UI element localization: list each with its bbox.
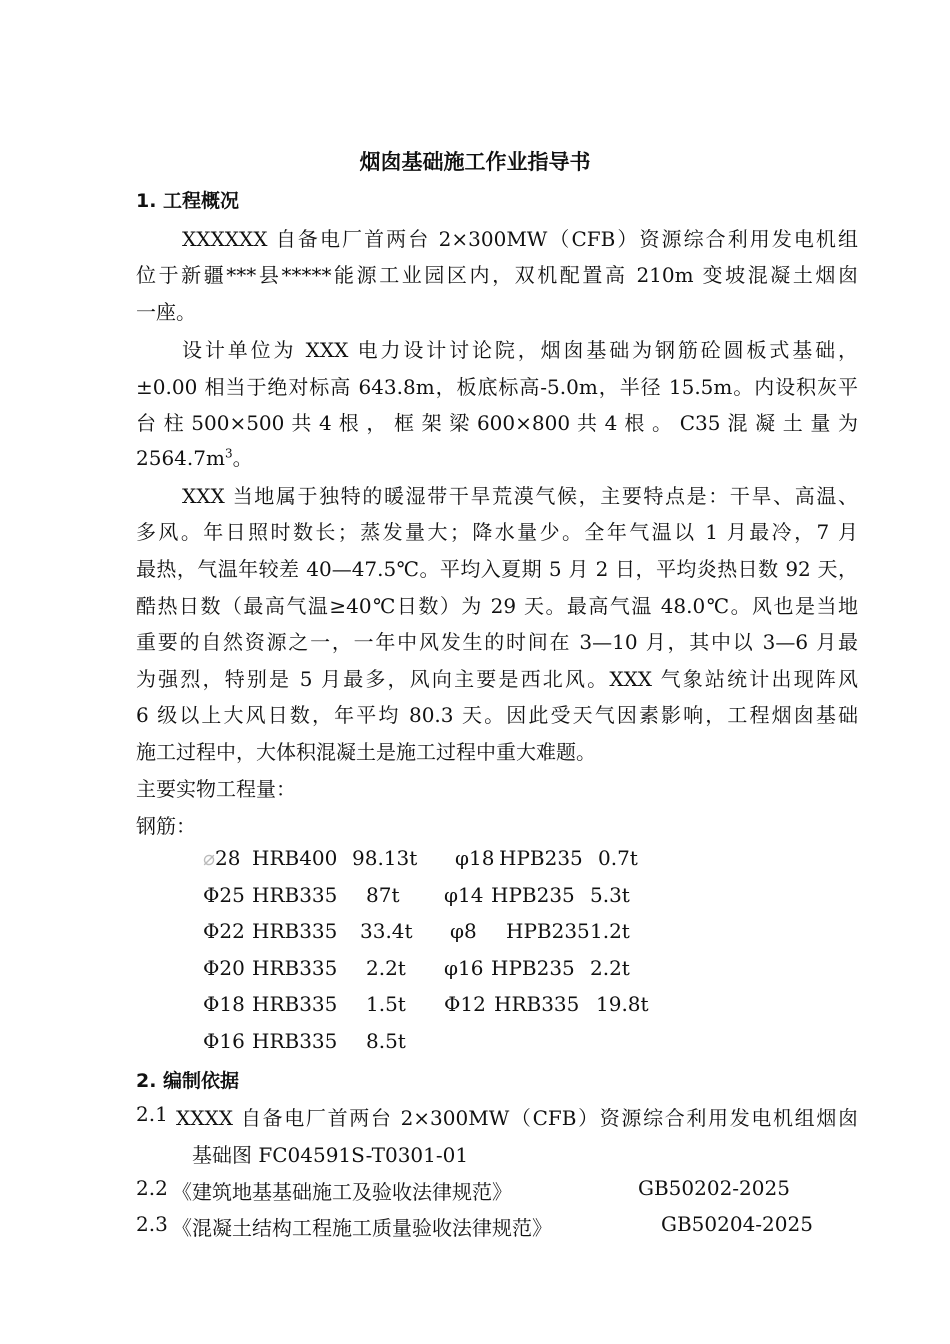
reference-number: 2.3 xyxy=(136,1212,168,1236)
rebar-diameter: φ16 xyxy=(444,956,484,980)
reference-text: 《建筑地基基础施工及验收法律规范》 xyxy=(172,1180,512,1204)
rebar-diameter: φ14 xyxy=(444,883,484,907)
document-title: 烟囱基础施工作业指导书 xyxy=(359,150,591,174)
reference-number: 2.1 xyxy=(136,1102,168,1126)
rebar-diameter: φ18 xyxy=(455,846,495,870)
section-2-heading: 2. 编制依据 xyxy=(136,1070,240,1092)
concrete-volume-value: 2564.7m xyxy=(136,446,225,470)
reference-text: 《混凝土结构工程施工质量验收法律规范》 xyxy=(172,1216,552,1240)
quantities-label: 主要实物工程量： xyxy=(136,777,296,801)
paragraph-line: XXX 当地属于独特的暖湿带干旱荒漠气候，主要特点是：干旱、高温、 xyxy=(182,484,858,508)
rebar-diameter: Φ20 xyxy=(203,956,245,980)
reference-number: 2.2 xyxy=(136,1176,168,1200)
rebar-grade: HRB335 xyxy=(494,992,580,1016)
rebar-diameter: Φ18 xyxy=(203,992,245,1016)
reference-text: XXXX 自备电厂首两台 2×300MW（CFB）资源综合利用发电机组烟囱 xyxy=(176,1106,858,1130)
rebar-diameter: Φ16 xyxy=(203,1029,245,1053)
reference-code: GB50202-2025 xyxy=(638,1176,790,1200)
paragraph-line: 一座。 xyxy=(136,300,196,324)
rebar-diameter: φ8 xyxy=(450,919,477,943)
paragraph-line: 6 级以上大风日数，年平均 80.3 天。因此受天气因素影响，工程烟囱基础 xyxy=(136,703,858,727)
paragraph-line xyxy=(136,442,253,471)
rebar-weight: 0.7t xyxy=(598,846,638,870)
paragraph-line: 施工过程中，大体积混凝土是施工过程中重大难题。 xyxy=(136,740,596,764)
rebar-diameter: Φ12 xyxy=(444,992,486,1016)
rebar-grade: HPB235 xyxy=(506,919,590,943)
reference-code: GB50204-2025 xyxy=(661,1212,813,1236)
rebar-weight: 1.5t xyxy=(366,992,406,1016)
rebar-weight: 5.3t xyxy=(590,883,630,907)
rebar-weight: 8.5t xyxy=(366,1029,406,1053)
rebar-grade: HRB335 xyxy=(252,919,338,943)
paragraph-line: 位于新疆***县*****能源工业园区内，双机配置高 210m 变坡混凝土烟囱 xyxy=(136,263,858,287)
rebar-weight: 2.2t xyxy=(590,956,630,980)
section-1-heading: 1. 工程概况 xyxy=(136,190,240,212)
paragraph-line: 多风。年日照时数长；蒸发量大；降水量少。全年气温以 1 月最冷，7 月 xyxy=(136,520,858,544)
rebar-weight: 1.2t xyxy=(590,919,630,943)
paragraph-line: 为强烈，特别是 5 月最多，风向主要是西北风。XXX 气象站统计出现阵风 xyxy=(136,667,858,691)
rebar-diameter: Φ22 xyxy=(203,919,245,943)
rebar-grade-symbol-icon: ⌀ xyxy=(203,846,216,870)
rebar-diameter: Φ25 xyxy=(203,883,245,907)
paragraph-line: 设计单位为 XXX 电力设计讨论院，烟囱基础为钢筋砼圆板式基础， xyxy=(182,338,858,362)
rebar-grade: HRB335 xyxy=(252,992,338,1016)
rebar-weight: 98.13t xyxy=(352,846,418,870)
reference-text-continued: 基础图 FC04591S-T0301-01 xyxy=(192,1143,469,1167)
paragraph-line: ±0.00 相当于绝对标高 643.8m，板底标高-5.0m，半径 15.5m。内设积灰平 xyxy=(136,375,858,399)
paragraph-line: 台 柱 500×500 共 4 根 ， 框 架 梁 600×800 共 4 根 。 C35 混 凝 土 量 为 xyxy=(136,411,858,435)
rebar-weight: 19.8t xyxy=(596,992,649,1016)
paragraph-line: 酷热日数（最高气温≥40℃日数）为 29 天。最高气温 48.0℃。风也是当地 xyxy=(136,594,858,618)
rebar-grade: HRB335 xyxy=(252,1029,338,1053)
rebar-grade: HRB335 xyxy=(252,956,338,980)
paragraph-line: 重要的自然资源之一，一年中风发生的时间在 3—10 月，其中以 3—6 月最 xyxy=(136,630,858,654)
paragraph-line: XXXXXX 自备电厂首两台 2×300MW（CFB）资源综合利用发电机组 xyxy=(182,227,858,251)
sentence-end: 。 xyxy=(232,446,253,470)
rebar-grade: HPB235 xyxy=(499,846,583,870)
rebar-weight: 87t xyxy=(366,883,400,907)
cubic-superscript: 3 xyxy=(224,446,233,461)
rebar-grade: HRB400 xyxy=(252,846,338,870)
rebar-label: 钢筋： xyxy=(136,814,196,838)
rebar-weight: 2.2t xyxy=(366,956,406,980)
paragraph-line: 最热，气温年较差 40—47.5℃。平均入夏期 5 月 2 日，平均炎热日数 92 天， xyxy=(136,557,858,581)
rebar-grade: HPB235 xyxy=(491,883,575,907)
rebar-grade: HRB335 xyxy=(252,883,338,907)
rebar-grade: HPB235 xyxy=(491,956,575,980)
rebar-diameter: ⌀28 xyxy=(203,846,241,870)
rebar-weight: 33.4t xyxy=(360,919,413,943)
